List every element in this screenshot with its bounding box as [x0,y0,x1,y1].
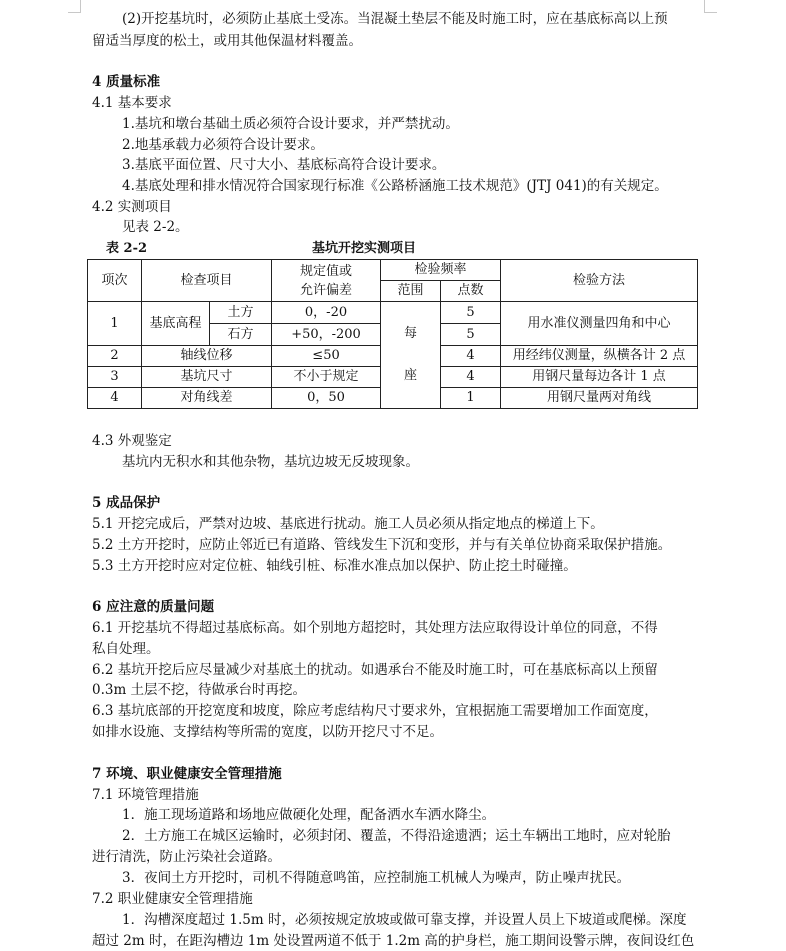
cell-no: 3 [88,367,142,388]
requirement-item: 1.基坑和墩台基础土质必须符合设计要求，并严禁扰动。 [122,116,459,132]
section-5-heading: 5 成品保护 [92,495,161,511]
environment-item-cont: 进行清洗，防止污染社会道路。 [92,849,281,865]
cell-tolerance: 0，50 [272,388,381,409]
environment-item: 1．施工现场道路和场地应做硬化处理，配备洒水车洒水降尘。 [122,807,496,823]
environment-item: 3．夜间土方开挖时，司机不得随意鸣笛，应控制施工机械人为噪声，防止噪声扰民。 [122,870,631,886]
cell-points: 4 [441,346,501,367]
section-6-heading: 6 应注意的质量问题 [92,599,215,615]
cell-method: 用经纬仪测量，纵横各计 2 点 [501,346,698,367]
cell-no: 2 [88,346,142,367]
subsection-4-1-heading: 4.1 基本要求 [92,95,172,111]
quality-item: 6.3 基坑底部的开挖宽度和坡度，除应考虑结构尺寸要求外，宜根据施工需要增加工作面宽度， [92,703,658,719]
environment-item: 2．土方施工在城区运输时，必须封闭、覆盖，不得沿途遗洒；运土车辆出工地时，应对轮胎 [122,828,671,844]
cell-item: 基坑尺寸 [142,367,272,388]
quality-item-cont: 如排水设施、支撑结构等所需的宽度，以防开挖尺寸不足。 [92,724,443,740]
cell-subitem: 土方 [210,302,272,324]
subsection-4-2-heading: 4.2 实测项目 [92,199,172,215]
header-points: 点数 [441,281,501,302]
quality-item-cont: 0.3m 土层不挖，待做承台时再挖。 [92,682,307,698]
cell-item: 轴线位移 [142,346,272,367]
cell-method: 用钢尺量两对角线 [501,388,698,409]
cell-tolerance: ≤50 [272,346,381,367]
subsection-4-3-heading: 4.3 外观鉴定 [92,433,172,449]
table-title: 基坑开挖实测项目 [312,241,417,256]
section-7-heading: 7 环境、职业健康安全管理措施 [92,766,282,782]
header-item: 检查项目 [142,260,272,302]
protection-item: 5.3 土方开挖时应对定位桩、轴线引桩、标准水准点加以保护、防止挖土时碰撞。 [92,558,577,574]
requirement-item: 4.基底处理和排水情况符合国家现行标准《公路桥涵施工技术规范》(JTJ 041)的有关规定。 [122,178,668,194]
requirement-item: 2.地基承载力必须符合设计要求。 [122,137,324,153]
cell-tolerance: 0，-20 [272,302,381,324]
requirement-item: 3.基底平面位置、尺寸大小、基底标高符合设计要求。 [122,157,446,173]
inspection-table [87,259,698,409]
cell-points: 4 [441,367,501,388]
cell-no: 1 [88,302,142,346]
appearance-text: 基坑内无积水和其他杂物，基坑边坡无反坡现象。 [122,454,419,470]
crop-mark-right [704,0,717,13]
cell-points: 5 [441,302,501,324]
cell-points: 5 [441,324,501,346]
intro-line: (2)开挖基坑时，必须防止基底土受冻。当混凝土垫层不能及时施工时，应在基底标高以上预 [122,11,668,27]
subsection-7-1-heading: 7.1 环境管理措施 [92,787,199,803]
quality-item: 6.1 开挖基坑不得超过基底标高。如个别地方超挖时，其处理方法应取得设计单位的同意，不得 [92,620,658,636]
subsection-7-2-heading: 7.2 职业健康安全管理措施 [92,891,253,907]
protection-item: 5.1 开挖完成后，严禁对边坡、基底进行扰动。施工人员必须从指定地点的梯道上下。 [92,516,604,532]
section-4-heading: 4 质量标准 [92,74,161,90]
cell-range: 每 座 [381,302,441,409]
header-range: 范围 [381,281,441,302]
intro-line: 留适当厚度的松土，或用其他保温材料覆盖。 [92,33,362,49]
cell-item: 对角线差 [142,388,272,409]
cell-no: 4 [88,388,142,409]
cell-points: 1 [441,388,501,409]
table-label: 表 2-2 [106,241,148,256]
header-frequency: 检验频率 [381,260,501,281]
crop-mark-left [68,0,81,13]
cell-method: 用钢尺量每边各计 1 点 [501,367,698,388]
cell-tolerance: 不小于规定 [272,367,381,388]
quality-item-cont: 私自处理。 [92,641,160,657]
cell-method: 用水准仪测量四角和中心 [501,302,698,346]
quality-item: 6.2 基坑开挖后应尽量减少对基底土的扰动。如遇承台不能及时施工时，可在基底标高以上预留 [92,662,658,678]
cell-item: 基底高程 [142,302,210,346]
protection-item: 5.2 土方开挖时，应防止邻近已有道路、管线发生下沉和变形，并与有关单位协商采取保护措施。 [92,537,672,553]
safety-item-cont: 超过 2m 时，在距沟槽边 1m 处设置两道不低于 1.2m 高的护身栏，施工期间设警示牌，夜间设红色 [92,933,695,949]
header-tolerance: 规定值或 允许偏差 [272,260,381,302]
safety-item: 1．沟槽深度超过 1.5m 时，必须按规定放坡或做可靠支撑，并设置人员上下坡道或爬梯。深度 [122,912,687,928]
header-method: 检验方法 [501,260,698,302]
header-no: 项次 [88,260,142,302]
cell-tolerance: +50，-200 [272,324,381,346]
cell-subitem: 石方 [210,324,272,346]
table-reference: 见表 2-2。 [122,219,189,235]
